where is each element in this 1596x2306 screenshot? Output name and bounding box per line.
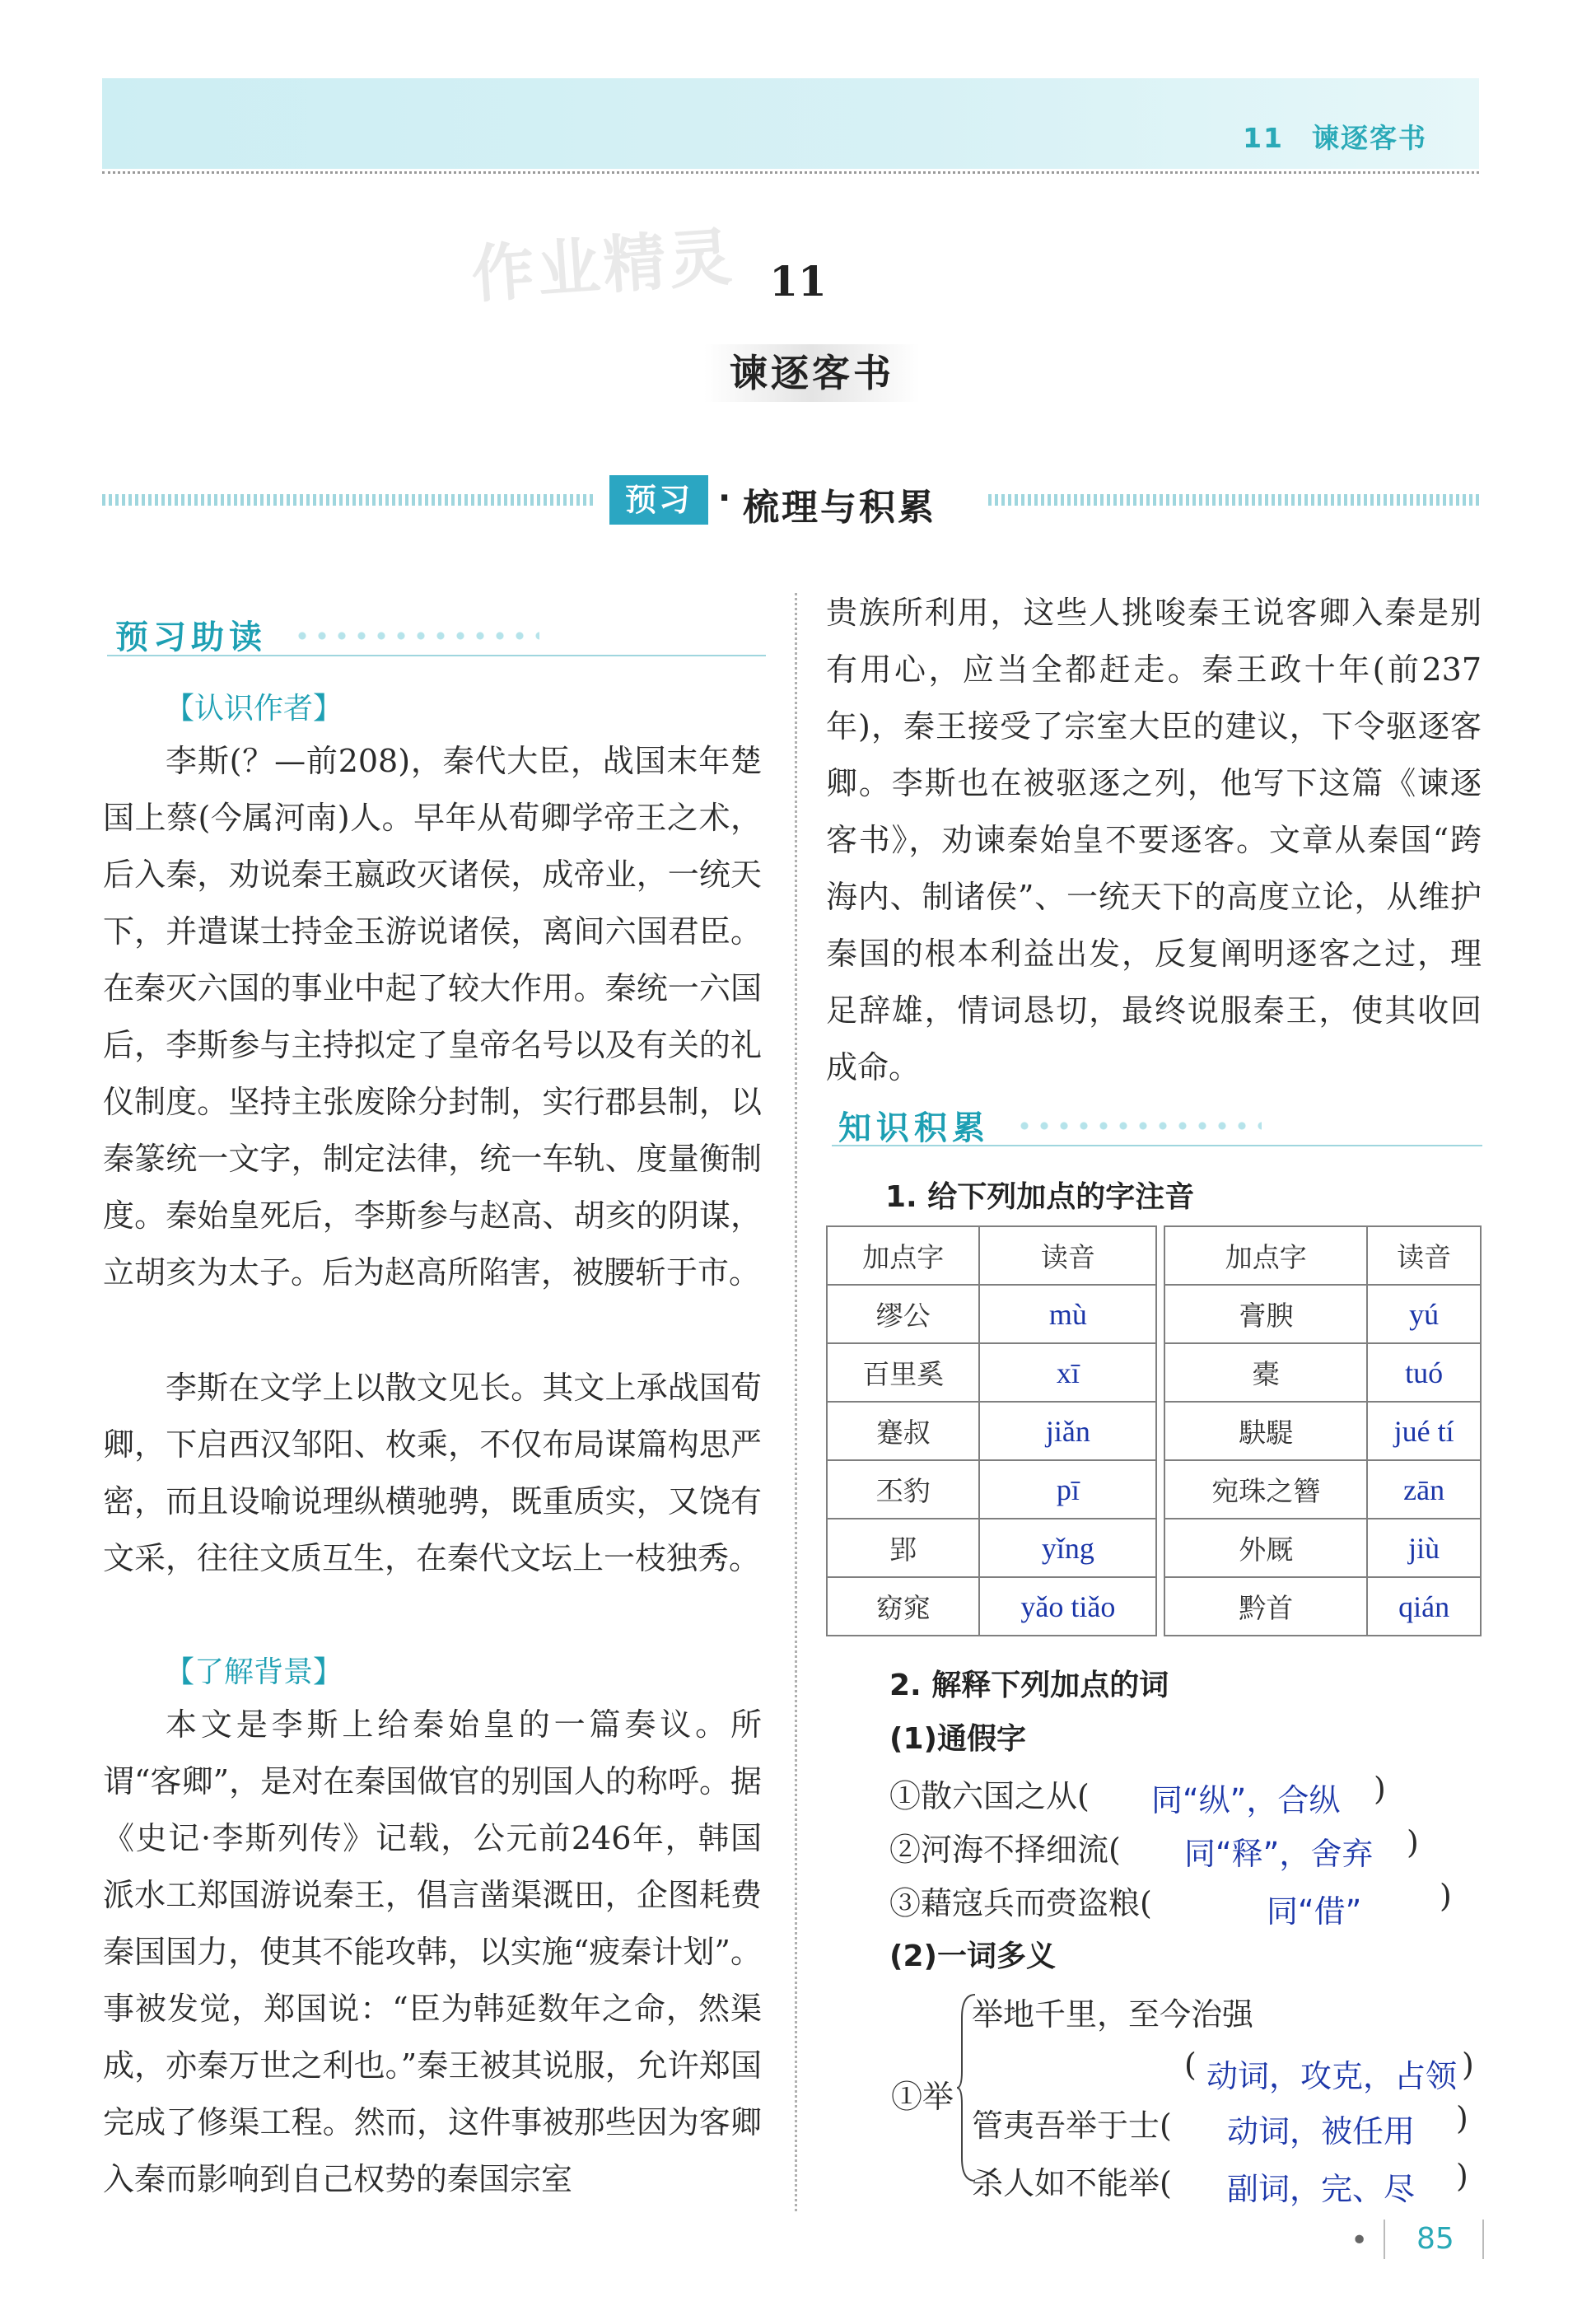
tongjia-answer-2: 同“释”，舍弃	[1184, 1836, 1374, 1872]
watermark: 作业精灵	[469, 219, 738, 312]
table-row	[827, 1285, 1481, 1343]
table-row	[827, 1519, 1481, 1577]
banner-line-right	[988, 494, 1479, 506]
pinyin-answer: qián	[1367, 1577, 1481, 1636]
table-row	[827, 1577, 1481, 1636]
table-gap	[1156, 1402, 1164, 1460]
open-paren: (	[1184, 2047, 1197, 2083]
polysemy-item-1: 举地千里，至今治强	[972, 1996, 1254, 2033]
table-gap	[1156, 1519, 1164, 1577]
background-paragraph-left: 本文是李斯上给秦始皇的一篇奏议。所谓“客卿”，是对在秦国做官的别国人的称呼。据《史记·李斯列传》记载，公元前246年，韩国派水工郑国游说秦王，倡言凿渠溉田，企图耗费秦国国力，使其不能攻韩，以实施“疲秦计划”。事被发觉，郑国说：“臣为韩延数年之命，然渠成，亦秦万世之利也。”秦王被其说服，允许郑国完成了修渠工程。然而，这件事被那些因为客卿入秦而影响到自己权势的秦国宗室	[103, 1706, 762, 2197]
preview-heading-line	[107, 655, 766, 656]
dotted-word: 黔首	[1164, 1577, 1367, 1636]
page-number: 85	[1416, 2222, 1454, 2256]
dotted-word: 缪公	[827, 1285, 979, 1343]
pinyin-answer: tuó	[1367, 1343, 1481, 1402]
item-text: ②河海不择细流(	[889, 1832, 1121, 1868]
table-header: 读音	[1367, 1226, 1481, 1285]
pronunciation-table	[826, 1225, 1482, 1636]
page-dot: •	[1351, 2224, 1369, 2257]
pinyin-answer: yǐng	[979, 1519, 1156, 1577]
tongjia-item-1	[889, 1771, 1090, 1816]
polysemy-answer-2: 动词，被任用	[1227, 2113, 1416, 2150]
page-bar-right	[1482, 2220, 1484, 2259]
dotted-word: 丕豹	[827, 1460, 979, 1519]
page-bar-left	[1384, 2220, 1385, 2259]
polysemy-item-3: 杀人如不能举(	[972, 2165, 1172, 2201]
question-1: 1. 给下列加点的字注音	[885, 1180, 1195, 1214]
author-tag: 【认识作者】	[165, 692, 343, 726]
close-paren: )	[1456, 2100, 1468, 2136]
header-lesson-number: 11	[1243, 122, 1284, 154]
column-divider	[795, 593, 797, 2211]
section-dot: ·	[718, 479, 731, 517]
pinyin-answer: pī	[979, 1460, 1156, 1519]
table-header-row	[827, 1226, 1481, 1285]
close-paren: )	[1462, 2047, 1474, 2083]
knowledge-heading-dots	[1015, 1122, 1262, 1130]
author-paragraph-2: 李斯在文学上以散文见长。其文上承战国荀卿，下启西汉邹阳、枚乘，不仅布局谋篇构思严密，而且设喻说理纵横驰骋，既重质实，又饶有文采，往往文质互生，在秦代文坛上一枝独秀。	[103, 1370, 762, 1576]
dotted-word: 駃騠	[1164, 1402, 1367, 1460]
pinyin-answer: jiǎn	[979, 1402, 1156, 1460]
polysemy-answer-3: 副词，完、尽	[1227, 2171, 1416, 2207]
table-row	[827, 1343, 1481, 1402]
header-divider	[102, 171, 1479, 174]
close-paren: )	[1440, 1878, 1452, 1914]
table-header: 读音	[979, 1226, 1156, 1285]
running-header	[1243, 117, 1427, 156]
pinyin-answer: yú	[1367, 1285, 1481, 1343]
close-paren: )	[1407, 1824, 1419, 1860]
pinyin-answer: mù	[979, 1285, 1156, 1343]
table-header: 加点字	[1164, 1226, 1367, 1285]
subquestion-tongjia: (1)通假字	[889, 1722, 1026, 1756]
table-header: 加点字	[827, 1226, 979, 1285]
table-gap	[1156, 1343, 1164, 1402]
tongjia-item-3	[889, 1878, 1152, 1923]
knowledge-heading-line	[832, 1145, 1482, 1146]
polysemy-item-2: 管夷吾举于士(	[972, 2108, 1172, 2144]
tongjia-answer-3: 同“借”	[1267, 1893, 1362, 1930]
polysemy-label: ①举	[891, 2079, 954, 2115]
preview-heading: 预习助读	[115, 619, 267, 656]
pinyin-answer: yǎo tiǎo	[979, 1577, 1156, 1636]
close-paren: )	[1456, 2158, 1468, 2194]
section-badge: 预习	[609, 475, 708, 525]
preview-heading-dots	[292, 632, 539, 640]
polysemy-answer-1: 动词，攻克，占领	[1206, 2058, 1458, 2094]
subquestion-polysemy: (2)一词多义	[889, 1940, 1056, 1973]
header-lesson-title: 谏逐客书	[1312, 122, 1427, 154]
author-paragraph-1: 李斯(？—前208)，秦代大臣，战国末年楚国上蔡(今属河南)人。早年从荀卿学帝王之术，后入秦，劝说秦王嬴政灭诸侯，成帝业，一统天下，并遣谋士持金玉游说诸侯，离间六国君臣。在秦灭六国的事业中起了较大作用。秦统一六国后，李斯参与主持拟定了皇帝名号以及有关的礼仪制度。坚持主张废除分封制，实行郡县制，以秦篆统一文字，制定法律，统一车轨、度量衡制度。秦始皇死后，李斯参与赵高、胡亥的阴谋，立胡亥为太子。后为赵高所陷害，被腰斩于市。	[103, 743, 762, 1291]
item-text: ③藉寇兵而赍盗粮(	[889, 1885, 1152, 1921]
question-2: 2. 解释下列加点的词	[889, 1669, 1169, 1702]
pinyin-answer: jiù	[1367, 1519, 1481, 1577]
table-gap	[1156, 1460, 1164, 1519]
dotted-word: 百里奚	[827, 1343, 979, 1402]
dotted-word: 膏腴	[1164, 1285, 1367, 1343]
table-gap	[1156, 1226, 1164, 1285]
pinyin-answer: xī	[979, 1343, 1156, 1402]
pinyin-answer: jué tí	[1367, 1402, 1481, 1460]
lesson-title: 谏逐客书	[704, 344, 920, 402]
dotted-word: 窈窕	[827, 1577, 979, 1636]
pinyin-answer: zān	[1367, 1460, 1481, 1519]
tongjia-answer-1: 同“纵”，合纵	[1151, 1782, 1341, 1818]
banner-line-left	[102, 494, 596, 506]
tongjia-item-2	[889, 1824, 1121, 1870]
section-title: 梳理与积累	[743, 487, 936, 529]
item-text: ①散六国之从(	[889, 1778, 1090, 1814]
dotted-word: 橐	[1164, 1343, 1367, 1402]
background-tag: 【了解背景】	[165, 1655, 343, 1689]
table-row	[827, 1460, 1481, 1519]
knowledge-heading: 知识积累	[838, 1109, 990, 1147]
background-paragraph-right: 贵族所利用，这些人挑唆秦王说客卿入秦是别有用心，应当全都赶走。秦王政十年(前237年)，秦王接受了宗室大臣的建议，下令驱逐客卿。李斯也在被驱逐之列，他写下这篇《谏逐客书》，劝谏秦始皇不要逐客。文章从秦国“跨海内、制诸侯”、一统天下的高度立论，从维护秦国的根本利益出发，反复阐明逐客之过，理足辞雄，情词恳切，最终说服秦王，使其收回成命。	[826, 595, 1482, 1085]
dotted-word: 郢	[827, 1519, 979, 1577]
table-gap	[1156, 1285, 1164, 1343]
table-row	[827, 1402, 1481, 1460]
dotted-word: 外厩	[1164, 1519, 1367, 1577]
table-gap	[1156, 1577, 1164, 1636]
dotted-word: 蹇叔	[827, 1402, 979, 1460]
close-paren: )	[1374, 1771, 1386, 1807]
dotted-word: 宛珠之簪	[1164, 1460, 1367, 1519]
lesson-number: 11	[769, 257, 827, 306]
